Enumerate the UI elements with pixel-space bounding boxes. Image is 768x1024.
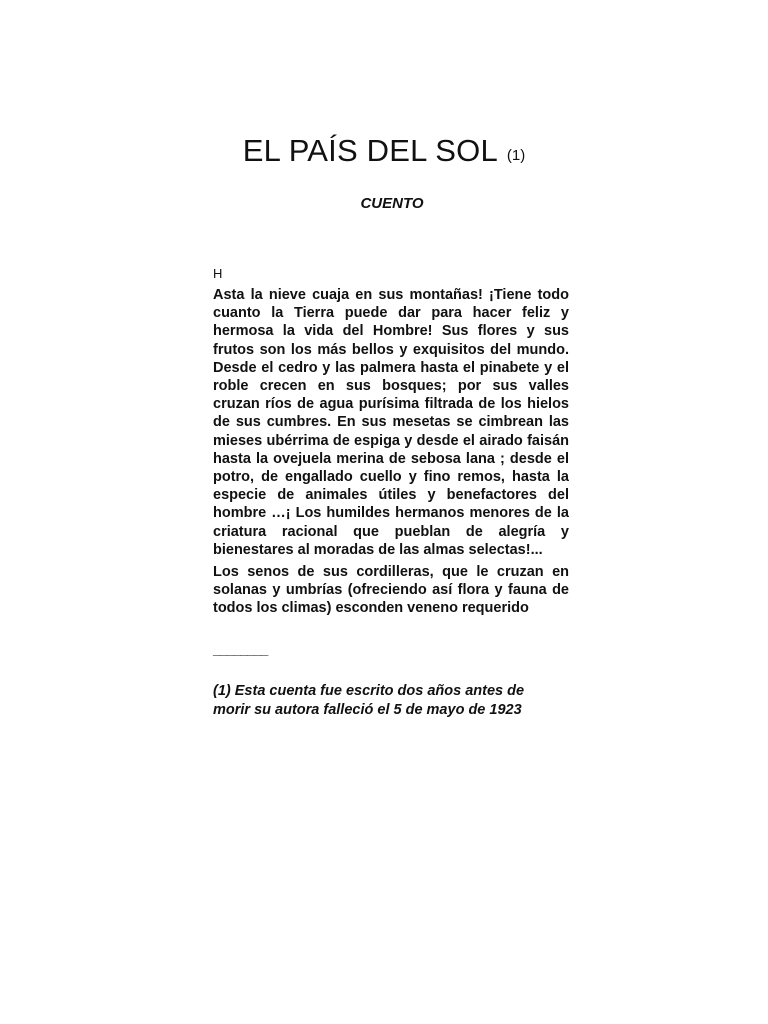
page-title	[0, 133, 768, 169]
footnote: (1) Esta cuenta fue escrito dos años antes de morir su autora falleció el 5 de mayo de 1923	[213, 683, 525, 718]
title-text: EL PAÍS DEL SOL	[242, 133, 498, 168]
initial-letter: H	[213, 266, 223, 281]
footnote-rule: ________	[213, 641, 268, 657]
paragraph: Los senos de sus cordilleras, que le cruzan en solanas y umbrías (ofreciendo así flora y fauna de todos los climas) esconden veneno requerido	[213, 564, 569, 617]
subtitle: CUENTO	[360, 195, 424, 212]
body-text	[213, 286, 569, 618]
paragraph: Asta la nieve cuaja en sus montañas! ¡Tiene todo cuanto la Tierra puede dar para hacer feliz y hermosa la vida del Hombre! Sus flores y sus frutos son los más bellos y exquisitos del mundo. Desde el cedro y las palmera hasta el pinabete y el roble crecen en sus bosques; por sus valles cruzan ríos de agua purísima filtrada de los hielos de sus cumbres. En sus mesetas se cimbrean las mieses ubérrima de espiga y desde el airado faisán hasta la ovejuela merina de sebosa lana ; desde el potro, de engallado cuello y fino remos, hasta la especie de animales útiles y benefactores del hombre …¡ Los humildes hermanos menores de la criatura racional que pueblan de alegría y bienestares al moradas de las almas selectas!...	[213, 287, 569, 558]
title-footnote-marker: (1)	[506, 147, 526, 164]
